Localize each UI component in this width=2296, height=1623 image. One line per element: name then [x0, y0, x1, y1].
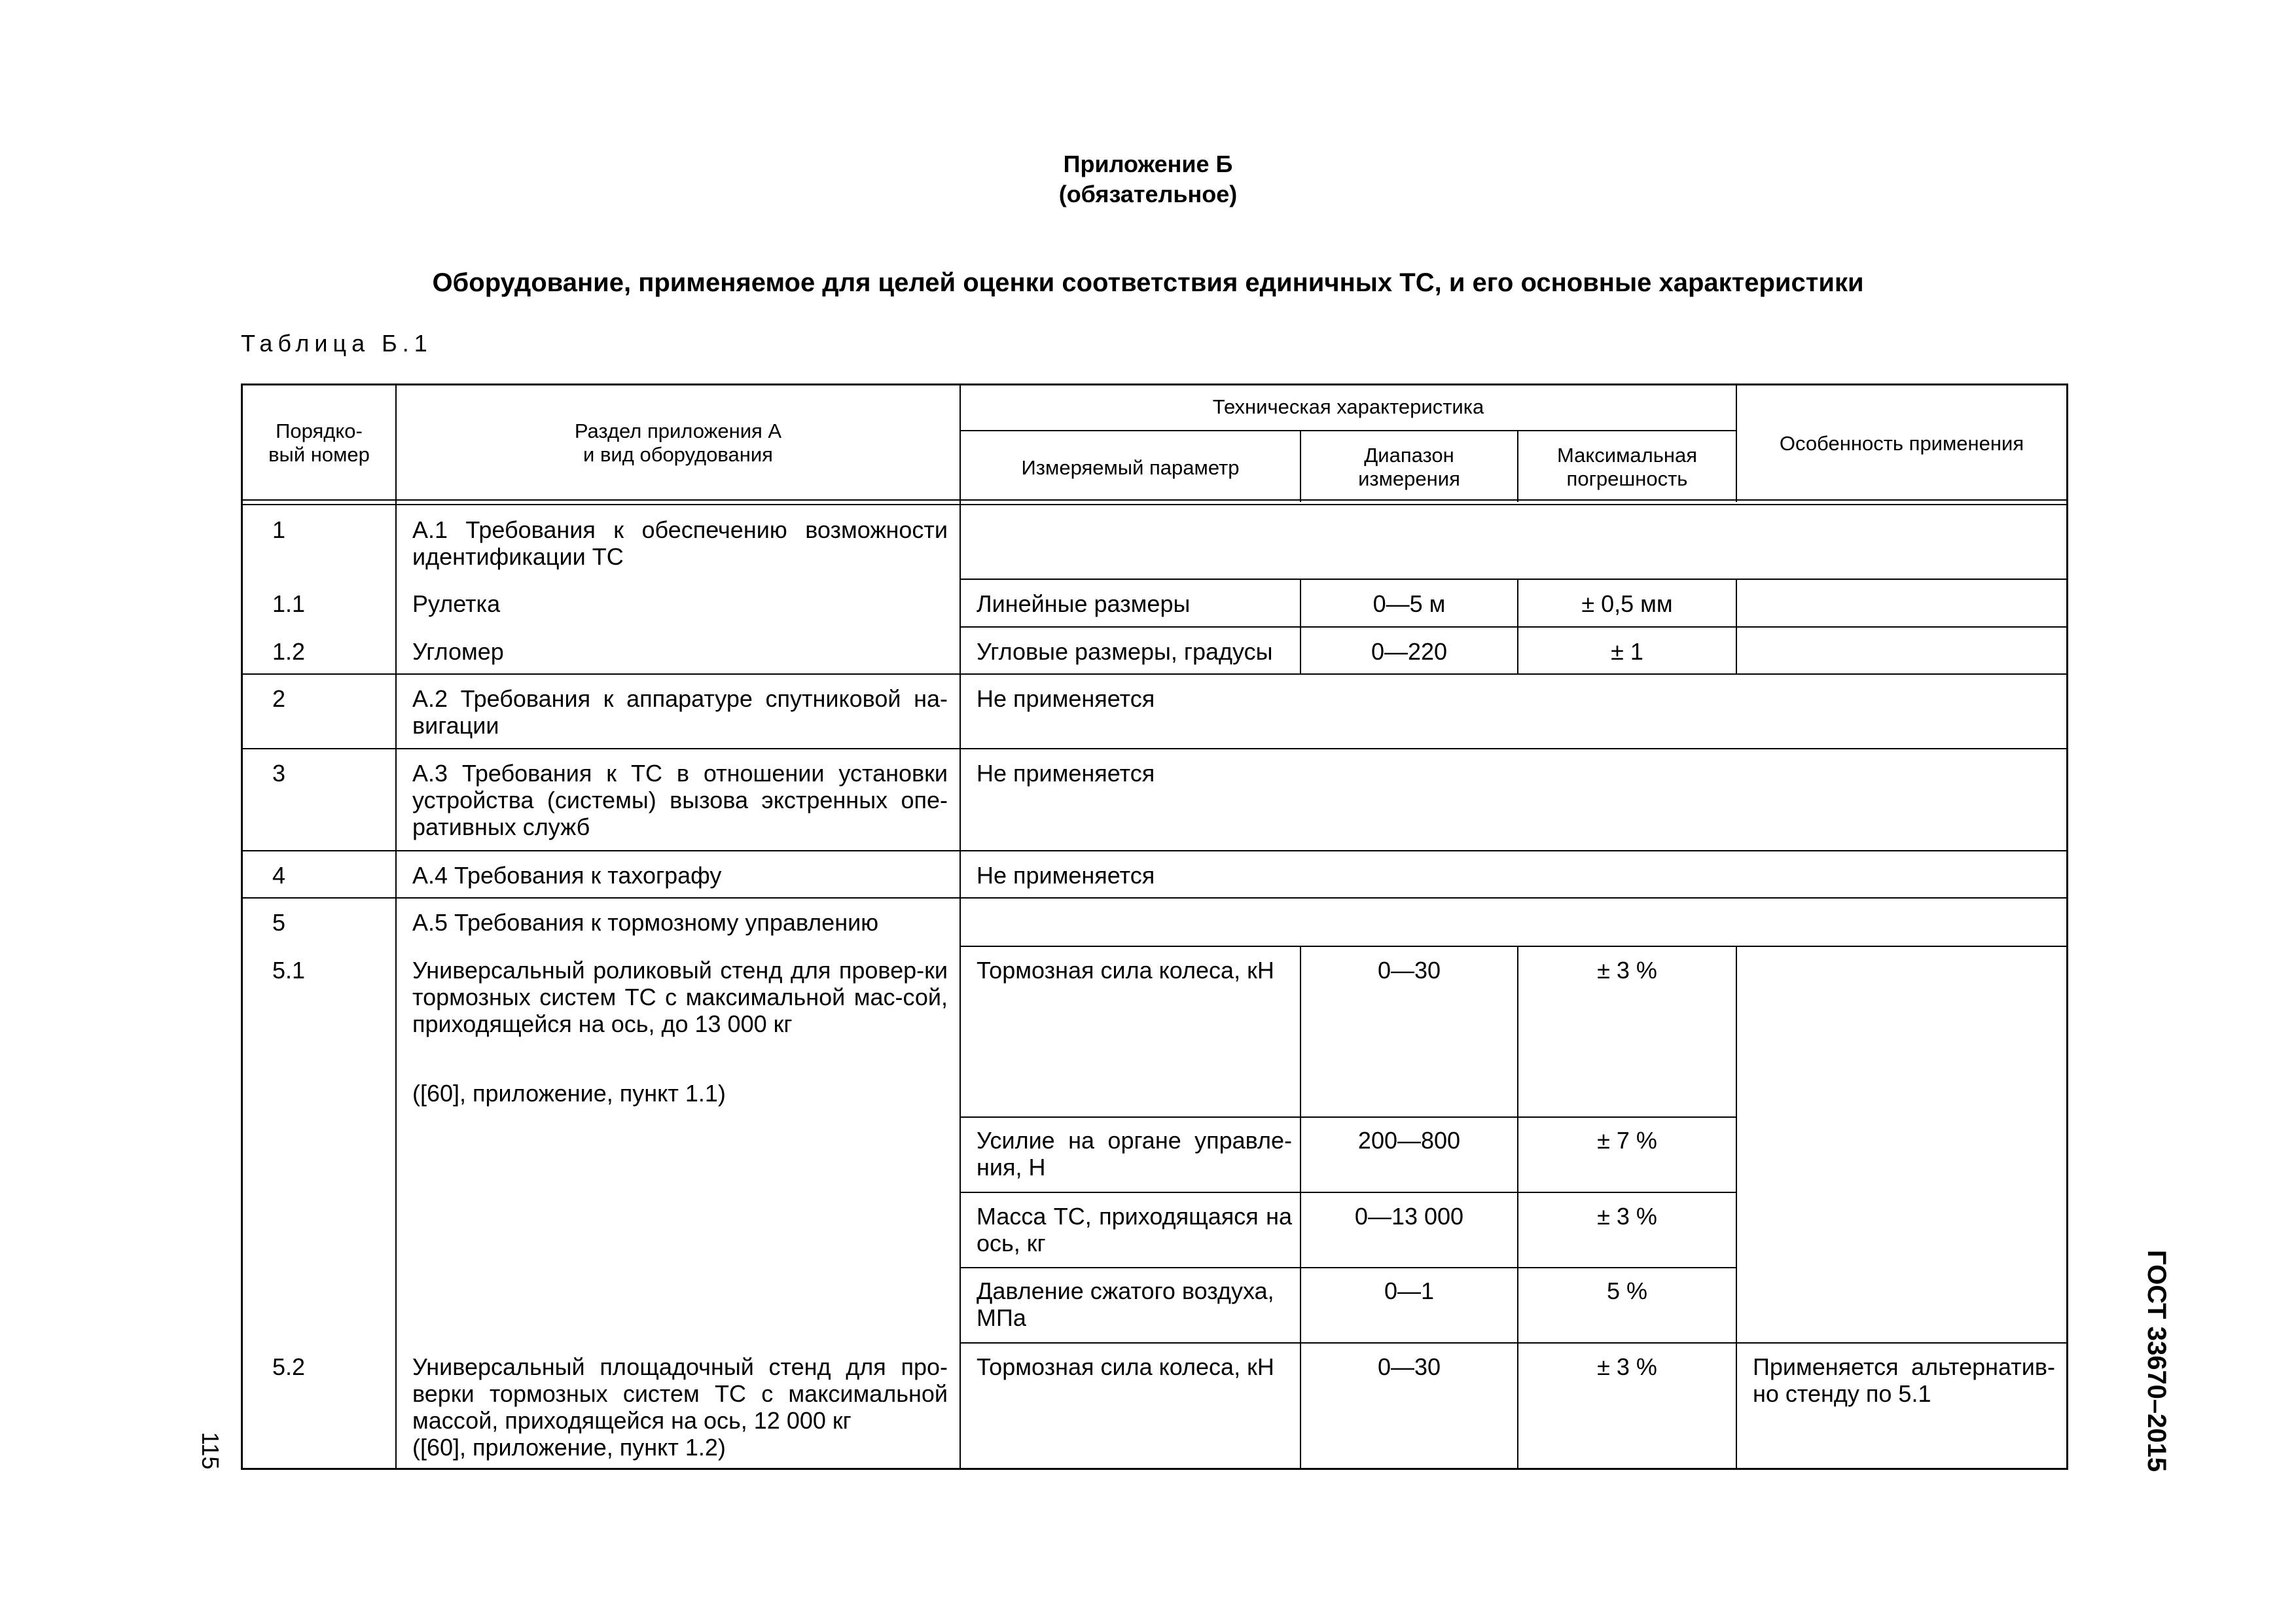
row-error: ± 1	[1611, 638, 1643, 665]
row-section: А.3 Требования к ТС в отношении установки устройства (системы) вызова экстренных опе-ративных служб	[412, 760, 948, 840]
column-header-section: Раздел приложения А и вид оборудования	[574, 419, 782, 466]
column-header-number: Порядко- вый номер	[268, 419, 370, 466]
row-range: 0—1	[1384, 1277, 1435, 1304]
row-parameter: Угловые размеры, градусы	[977, 638, 1273, 665]
row-error: ± 7 %	[1597, 1127, 1657, 1154]
row-parameter: Тормозная сила колеса, кН	[977, 957, 1274, 984]
row-section: Универсальный роликовый стенд для провер-ки тормозных систем ТС с максимальной мас-сой, приходящейся на ось, до 13 000 кг	[412, 957, 948, 1037]
row-parameter: Давление сжатого воздуха, МПа	[977, 1277, 1274, 1331]
row-note: Не применяется	[977, 760, 1155, 787]
row-section: Рулетка	[412, 590, 501, 617]
row-section: Универсальный площадочный стенд для про-верки тормозных систем ТС с максимальной массой, приходящейся на ось, 12 000 кг	[412, 1353, 948, 1434]
row-range: 0—30	[1377, 1353, 1441, 1380]
column-header-feature: Особенность применения	[1779, 432, 2024, 455]
appendix-status: (обязательное)	[1058, 181, 1238, 207]
column-header-range: Диапазон измерения	[1358, 444, 1460, 490]
row-reference: ([60], приложение, пункт 1.2)	[412, 1434, 726, 1461]
row-range: 0—5 м	[1372, 590, 1446, 617]
column-header-error: Максимальная погрешность	[1556, 444, 1698, 490]
row-number: 3	[272, 760, 286, 787]
document-title: Оборудование, применяемое для целей оценки соответствия единичных ТС, и его основные характеристики	[432, 268, 1864, 297]
row-error: ± 3 %	[1597, 1353, 1657, 1380]
row-parameter: Тормозная сила колеса, кН	[977, 1353, 1274, 1380]
row-error: ± 3 %	[1597, 957, 1657, 984]
standard-code: ГОСТ 33670–2015	[2142, 1250, 2171, 1472]
row-number: 1	[272, 516, 286, 543]
row-parameter: Усилие на органе управле-ния, Н	[977, 1127, 1292, 1181]
row-range: 0—220	[1371, 638, 1448, 665]
row-section: Угломер	[412, 638, 504, 665]
row-section: А.2 Требования к аппаратуре спутниковой на-вигации	[412, 685, 948, 739]
row-number: 5	[272, 909, 286, 936]
row-error: ± 3 %	[1597, 1203, 1657, 1230]
row-parameter: Линейные размеры	[977, 590, 1191, 617]
row-range: 200—800	[1357, 1127, 1461, 1154]
row-range: 0—30	[1377, 957, 1441, 984]
row-number: 1.1	[272, 590, 306, 617]
row-range: 0—13 000	[1354, 1203, 1464, 1230]
row-reference: ([60], приложение, пункт 1.1)	[412, 1080, 726, 1107]
row-number: 4	[272, 862, 286, 889]
table-label: Таблица Б.1	[241, 330, 433, 357]
row-error: 5 %	[1606, 1277, 1648, 1304]
row-number: 5.1	[272, 957, 306, 984]
row-section: А.4 Требования к тахографу	[412, 862, 722, 889]
column-header-technical: Техническая характеристика	[1212, 395, 1484, 418]
row-number: 1.2	[272, 638, 306, 665]
row-note: Не применяется	[977, 685, 1155, 712]
row-number: 2	[272, 685, 286, 712]
page-number: 115	[197, 1432, 224, 1470]
appendix-title: Приложение Б	[1063, 151, 1233, 177]
row-number: 5.2	[272, 1353, 306, 1380]
row-section: А.5 Требования к тормозному управлению	[412, 909, 879, 936]
column-header-parameter: Измеряемый параметр	[1021, 456, 1240, 479]
row-error: ± 0,5 мм	[1581, 590, 1673, 617]
row-parameter: Масса ТС, приходящаяся на ось, кг	[977, 1203, 1292, 1257]
row-note: Не применяется	[977, 862, 1155, 889]
appendix-heading	[0, 149, 2296, 209]
row-feature: Применяется альтернатив-но стенду по 5.1	[1753, 1353, 2055, 1407]
row-section: А.1 Требования к обеспечению возможности идентификации ТС	[412, 516, 948, 570]
